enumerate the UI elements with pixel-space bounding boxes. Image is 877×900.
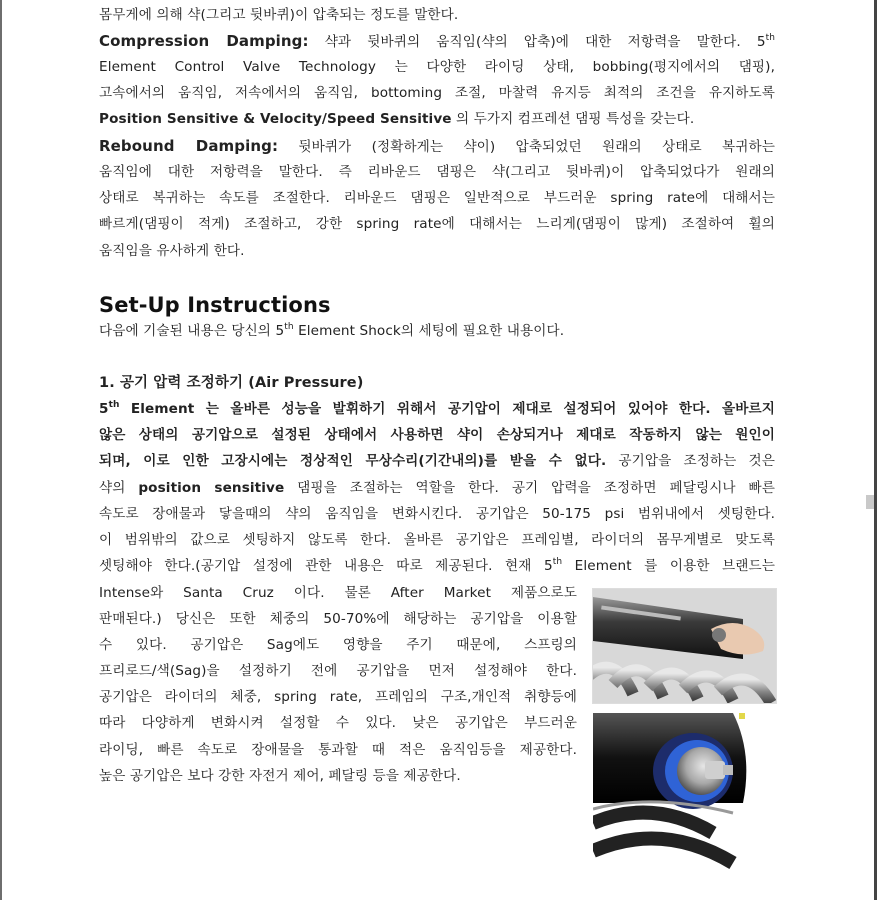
paragraph-line: 몸무게에 의해 샥(그리고 뒷바퀴)이 압축되는 정도를 말한다. bbox=[99, 7, 459, 23]
shock-reservoir-photo bbox=[592, 712, 777, 870]
rebound-line-2: 움직임에 대한 저항력을 말한다. 즉 리바운드 댐핑은 샥(그리고 뒷바퀴)이 압축되었다가 원래의 bbox=[99, 164, 775, 180]
scrollbar-thumb[interactable] bbox=[866, 495, 874, 509]
compression-line-2: Element Control Valve Technology 는 다양한 라이딩 상태, bobbing(평지에서의 댐핑), bbox=[99, 59, 775, 75]
setup-intro: 다음에 기술된 내용은 당신의 5th Element Shock의 세팅에 필요한 내용이다. bbox=[99, 322, 565, 339]
air-line-8: Intense와 Santa Cruz 이다. 물론 After Market 제품으로도 bbox=[99, 585, 577, 601]
air-pressure-heading: 1. 공기 압력 조정하기 (Air Pressure) bbox=[99, 375, 364, 391]
shock-valve-photo bbox=[592, 588, 777, 704]
air-line-4: 샥의 position sensitive 댐핑을 조절하는 역할을 한다. 공기 압력을 조정하면 페달링시나 빠른 bbox=[99, 480, 775, 496]
air-line-1: 5th Element 는 올바른 성능을 발휘하기 위해서 공기압이 제대로 설정되어 있어야 한다. 올바르지 bbox=[99, 400, 775, 417]
air-line-13: 따라 다양하게 변화시켜 설정할 수 있다. 낮은 공기압은 부드러운 bbox=[99, 715, 577, 731]
air-line-14: 라이딩, 빠른 속도로 장애물을 통과할 때 적은 움직임등을 제공한다. bbox=[99, 742, 577, 758]
air-line-9: 판매된다.) 당신은 또한 체중의 50-70%에 해당하는 공기압을 이용할 bbox=[99, 611, 577, 627]
section-heading: Set-Up Instructions bbox=[99, 293, 331, 317]
rebound-line-4: 빠르게(댐핑이 적게) 조절하고, 강한 spring rate에 대해서는 느리게(댐핑이 많게) 조절하여 휠의 bbox=[99, 216, 775, 232]
air-line-7: 셋팅해야 한다.(공기압 설정에 관한 내용은 따로 제공된다. 현재 5th Element 를 이용한 브랜드는 bbox=[99, 557, 775, 574]
air-line-11: 프리로드/색(Sag)을 설정하기 전에 공기압을 먼저 설정해야 한다. bbox=[99, 663, 577, 679]
compression-line-4: Position Sensitive & Velocity/Speed Sensitive 의 두가지 컴프레션 댐핑 특성을 갖는다. bbox=[99, 111, 695, 127]
rebound-term: Rebound Damping: bbox=[99, 137, 279, 155]
page-border-left bbox=[0, 0, 2, 900]
air-line-2: 않은 상태의 공기압으로 설정된 상태에서 사용하면 샥이 손상되거나 제대로 작동하지 않는 원인이 bbox=[99, 427, 775, 443]
rebound-line-1: Rebound Damping: 뒷바퀴가 (정확하게는 샥이) 압축되었던 원래의 상태로 복귀하는 bbox=[99, 137, 775, 155]
compression-line-3: 고속에서의 움직임, 저속에서의 움직임, bottoming 조절, 마찰력 유지등 최적의 조건을 유지하도록 bbox=[99, 85, 775, 101]
air-line-6: 이 범위밖의 값으로 셋팅하지 않도록 한다. 올바른 공기압은 프레임별, 라이더의 몸무게별로 맞도록 bbox=[99, 532, 775, 548]
rebound-line-3: 상태로 복귀하는 속도를 조절한다. 리바운드 댐핑은 일반적으로 부드러운 spring rate에 대해서는 bbox=[99, 190, 775, 206]
compression-line-1: Compression Damping: 샥과 뒷바퀴의 움직임(샥의 압축)에 대한 저항력을 말한다. 5th bbox=[99, 32, 775, 50]
air-line-5: 속도로 장애물과 닿을때의 샥의 움직임을 변화시킨다. 공기압은 50-175 psi 범위내에서 셋팅한다. bbox=[99, 506, 775, 522]
air-line-12: 공기압은 라이더의 체중, spring rate, 프레임의 구조,개인적 취향등에 bbox=[99, 689, 577, 705]
air-line-10: 수 있다. 공기압은 Sag에도 영향을 주기 때문에, 스프링의 bbox=[99, 637, 577, 653]
rebound-line-5: 움직임을 유사하게 한다. bbox=[99, 243, 245, 259]
compression-term: Compression Damping: bbox=[99, 32, 309, 50]
air-line-3: 되며, 이로 인한 고장시에는 정상적인 무상수리(기간내의)를 받을 수 없다. 공기압을 조정하는 것은 bbox=[99, 453, 775, 469]
air-line-15: 높은 공기압은 보다 강한 자전거 제어, 페달링 등을 제공한다. bbox=[99, 768, 461, 784]
